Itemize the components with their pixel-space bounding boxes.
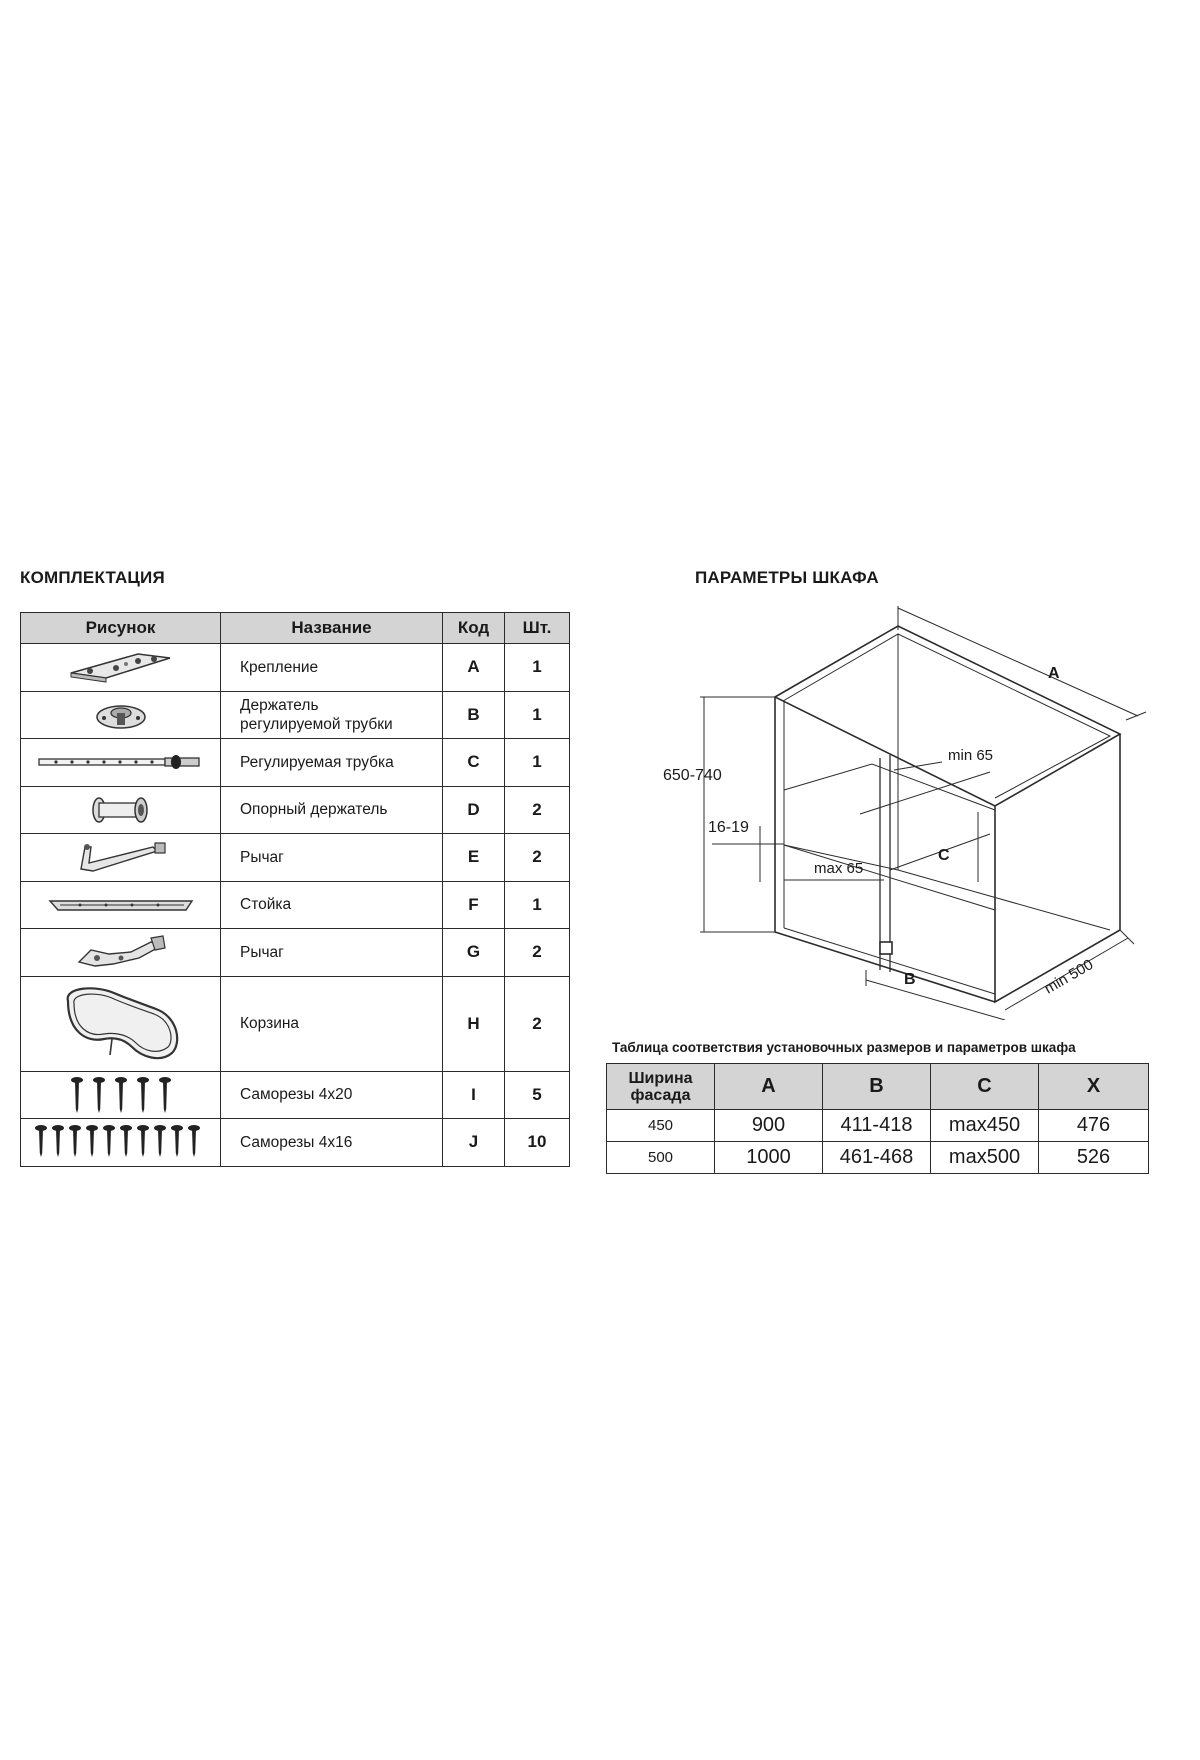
picture-cell	[21, 976, 221, 1071]
header-picture: Рисунок	[21, 613, 221, 644]
picture-cell	[21, 929, 221, 977]
item-code: C	[443, 739, 505, 787]
mount-table-caption: Таблица соответствия установочных размеров и параметров шкафа	[612, 1040, 1076, 1055]
item-qty: 2	[505, 976, 570, 1071]
header-a: A	[715, 1064, 823, 1110]
item-code: H	[443, 976, 505, 1071]
item-qty: 1	[505, 881, 570, 929]
mount-table	[606, 1063, 1149, 1174]
cell-x: 526	[1039, 1142, 1149, 1174]
item-name: Саморезы 4x20	[221, 1071, 443, 1119]
screws-10-icon	[31, 1123, 211, 1161]
picture-cell	[21, 1119, 221, 1167]
table-row	[21, 976, 570, 1071]
screws-5-icon	[64, 1075, 178, 1115]
post-icon	[46, 893, 196, 917]
header-c: C	[931, 1064, 1039, 1110]
label-thickness: 16-19	[708, 819, 749, 836]
picture-cell	[21, 691, 221, 739]
header-b: B	[823, 1064, 931, 1110]
item-name	[221, 691, 443, 739]
picture-cell	[21, 644, 221, 692]
table-row	[607, 1142, 1149, 1174]
support-holder-icon	[89, 793, 153, 827]
label-min500: min 500	[1041, 956, 1097, 998]
lever-hinge-icon	[69, 932, 173, 972]
picture-cell	[21, 834, 221, 882]
picture-cell	[21, 739, 221, 787]
cabinet-diagram	[660, 600, 1180, 1020]
cell-facade-width: 500	[607, 1142, 715, 1174]
adjustable-tube-icon	[36, 750, 206, 774]
table-row	[21, 644, 570, 692]
cell-facade-width: 450	[607, 1110, 715, 1142]
kit-table-header-row	[21, 613, 570, 644]
kit-table	[20, 612, 570, 1167]
item-code: J	[443, 1119, 505, 1167]
table-row	[21, 1071, 570, 1119]
mounting-plate-icon	[66, 648, 176, 686]
item-name: Крепление	[221, 644, 443, 692]
picture-cell	[21, 881, 221, 929]
picture-cell	[21, 1071, 221, 1119]
table-row	[607, 1110, 1149, 1142]
item-code: F	[443, 881, 505, 929]
header-facade-width-line2: фасада	[630, 1086, 691, 1104]
item-qty: 2	[505, 786, 570, 834]
item-code: E	[443, 834, 505, 882]
basket-icon	[56, 981, 186, 1067]
table-row	[21, 881, 570, 929]
item-qty: 1	[505, 739, 570, 787]
item-qty: 1	[505, 691, 570, 739]
header-facade-width-line1: Ширина	[628, 1069, 693, 1087]
label-height: 650-740	[663, 767, 722, 784]
item-qty: 5	[505, 1071, 570, 1119]
item-code: G	[443, 929, 505, 977]
item-code: B	[443, 691, 505, 739]
item-code: I	[443, 1071, 505, 1119]
picture-cell	[21, 786, 221, 834]
item-name: Корзина	[221, 976, 443, 1071]
kit-title: КОМПЛЕКТАЦИЯ	[20, 568, 165, 587]
item-code: D	[443, 786, 505, 834]
item-qty: 10	[505, 1119, 570, 1167]
item-name-line1: Держатель	[240, 696, 319, 714]
table-row	[21, 786, 570, 834]
item-name: Опорный держатель	[221, 786, 443, 834]
item-name: Рычаг	[221, 834, 443, 882]
cell-c: max450	[931, 1110, 1039, 1142]
cell-b: 461-468	[823, 1142, 931, 1174]
cell-b: 411-418	[823, 1110, 931, 1142]
header-facade-width	[607, 1064, 715, 1110]
header-x: X	[1039, 1064, 1149, 1110]
header-code: Код	[443, 613, 505, 644]
label-a: A	[1048, 665, 1060, 682]
cabinet-params-title: ПАРАМЕТРЫ ШКАФА	[695, 568, 879, 587]
table-row	[21, 834, 570, 882]
item-name: Саморезы 4x16	[221, 1119, 443, 1167]
label-max65: max 65	[814, 860, 864, 877]
table-row	[21, 929, 570, 977]
header-qty: Шт.	[505, 613, 570, 644]
cell-a: 900	[715, 1110, 823, 1142]
table-row	[21, 691, 570, 739]
mount-table-header-row	[607, 1064, 1149, 1110]
cell-a: 1000	[715, 1142, 823, 1174]
table-row	[21, 739, 570, 787]
item-qty: 2	[505, 929, 570, 977]
item-name: Стойка	[221, 881, 443, 929]
item-qty: 1	[505, 644, 570, 692]
label-c: C	[938, 847, 950, 864]
label-b: B	[904, 971, 916, 988]
item-name: Регулируемая трубка	[221, 739, 443, 787]
label-min65: min 65	[948, 747, 994, 764]
header-name: Название	[221, 613, 443, 644]
item-qty: 2	[505, 834, 570, 882]
cell-c: max500	[931, 1142, 1039, 1174]
table-row	[21, 1119, 570, 1167]
item-name-line2: регулируемой трубки	[240, 715, 393, 733]
item-code: A	[443, 644, 505, 692]
cell-x: 476	[1039, 1110, 1149, 1142]
lever-icon	[71, 837, 171, 877]
tube-holder-icon	[91, 695, 151, 735]
item-name: Рычаг	[221, 929, 443, 977]
